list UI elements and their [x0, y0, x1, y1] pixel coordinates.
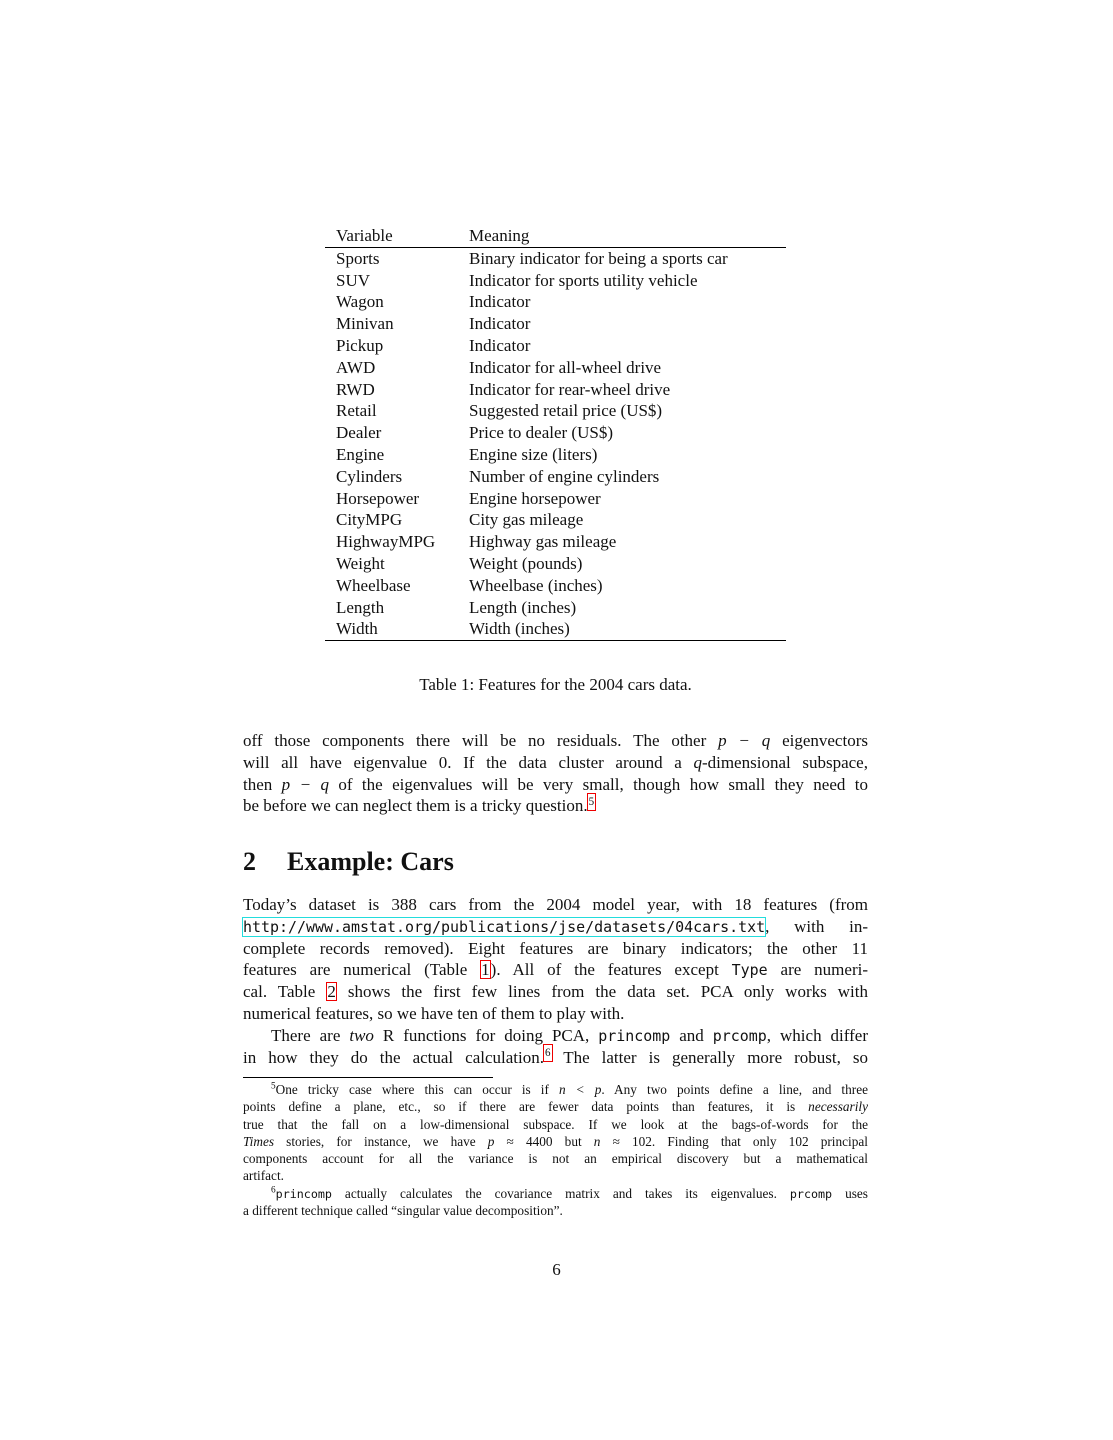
- text-segment: a different technique called “singular value decomposition”.: [243, 1203, 563, 1219]
- table-row: [325, 379, 786, 401]
- text-line: [243, 1047, 868, 1069]
- code-text: princomp: [598, 1026, 671, 1045]
- table-header-row: [325, 225, 786, 247]
- paragraph: [243, 894, 868, 1068]
- footnote-marker-link[interactable]: 6: [545, 1046, 551, 1059]
- table-reference-link[interactable]: 2: [327, 982, 336, 1002]
- text-segment: , with in-: [765, 916, 868, 936]
- table-row: [325, 575, 786, 597]
- table-row: [325, 335, 786, 357]
- text-line: [243, 1116, 868, 1133]
- meaning-cell: Indicator for sports utility vehicle: [469, 270, 698, 290]
- section-heading: [243, 846, 454, 878]
- page-number: 6: [552, 1260, 561, 1279]
- text-segment: shows the first few lines from the data set. PCA only works with: [336, 982, 868, 1002]
- meaning-cell: Number of engine cylinders: [469, 466, 660, 486]
- meaning-cell: Indicator: [469, 314, 531, 334]
- math-or-emphasis: n: [593, 1133, 601, 1149]
- text-line: [243, 1133, 868, 1150]
- text-segment: , which differ: [766, 1025, 868, 1045]
- text-line: [243, 730, 868, 752]
- variable-cell: Horsepower: [336, 488, 420, 508]
- variable-cell: Engine: [336, 444, 385, 464]
- meaning-cell: Length (inches): [469, 597, 577, 617]
- text-line: [243, 959, 868, 981]
- meaning-cell: Width (inches): [469, 619, 570, 639]
- text-line: [243, 1202, 868, 1219]
- variable-cell: Pickup: [336, 335, 384, 355]
- meaning-cell: City gas mileage: [469, 510, 584, 530]
- meaning-cell: Suggested retail price (US$): [469, 401, 663, 421]
- text-segment: and: [670, 1025, 713, 1045]
- text-segment: of the eigenvalues will be very small, though how small they need to: [328, 774, 868, 794]
- table-row: [325, 509, 786, 531]
- text-segment: ≈ 4400 but: [494, 1133, 594, 1149]
- meaning-cell: Engine size (liters): [469, 444, 598, 464]
- text-line: [243, 1150, 868, 1167]
- math-or-emphasis: p − q: [281, 774, 329, 794]
- meaning-cell: Price to dealer (US$): [469, 423, 613, 443]
- meaning-cell: Indicator for rear-wheel drive: [469, 379, 671, 399]
- text-segment: There are: [271, 1025, 350, 1045]
- table-row: [325, 270, 786, 292]
- dataset-link[interactable]: http://www.amstat.org/publications/jse/datasets/04cars.txt: [243, 917, 766, 936]
- text-segment: then: [243, 774, 282, 794]
- code-text: princomp: [275, 1186, 332, 1201]
- footnote-number: 5: [271, 1081, 276, 1092]
- math-or-emphasis: Times: [243, 1133, 275, 1149]
- code-text: prcomp: [789, 1186, 833, 1201]
- text-line: [243, 774, 868, 796]
- text-segment: be before we can neglect them is a tricky question.: [243, 796, 588, 816]
- text-line: [243, 795, 868, 817]
- variable-cell: HighwayMPG: [336, 532, 436, 552]
- text-segment: off those components there will be no residuals. The other: [243, 731, 719, 750]
- section-title: Example: Cars: [287, 847, 454, 876]
- variable-cell: CityMPG: [336, 510, 403, 530]
- variable-cell: Length: [336, 597, 385, 617]
- meaning-cell: Weight (pounds): [469, 553, 583, 573]
- table-row: [325, 400, 786, 422]
- table-row: [325, 291, 786, 313]
- text-segment: uses: [832, 1185, 868, 1201]
- text-line: [243, 916, 868, 938]
- meaning-cell: Engine horsepower: [469, 488, 601, 508]
- text-segment: Today’s dataset is 388 cars from the 2004 model year, with 18 features (from: [243, 895, 868, 914]
- text-segment: actually calculates the covariance matrix and takes its eigenvalues.: [331, 1185, 790, 1201]
- text-segment: are numeri-: [767, 960, 868, 980]
- features-table: [325, 225, 786, 641]
- table-row: [325, 597, 786, 619]
- text-line: [243, 1003, 868, 1025]
- text-segment: artifact.: [243, 1168, 284, 1184]
- code-text: Type: [731, 961, 768, 980]
- meaning-cell: Indicator: [469, 335, 531, 355]
- text-segment: eigenvectors: [770, 731, 868, 750]
- meaning-cell: Indicator for all-wheel drive: [469, 357, 662, 377]
- paragraph: [243, 730, 868, 817]
- text-segment: ). All of the features except: [490, 960, 732, 980]
- variable-cell: Width: [336, 619, 378, 639]
- text-segment: One tricky case where this can occur is if: [275, 1082, 559, 1097]
- code-text: prcomp: [712, 1026, 767, 1045]
- text-line: [243, 1185, 868, 1202]
- variable-cell: AWD: [336, 357, 376, 377]
- table-rule: [325, 640, 786, 641]
- table-row: [325, 422, 786, 444]
- column-header: Meaning: [469, 226, 530, 245]
- variable-cell: Minivan: [336, 314, 394, 334]
- text-segment: complete records removed). Eight features are binary indicators; the other 11: [243, 938, 868, 958]
- text-segment: ≈ 102. Finding that only 102 principal: [600, 1133, 868, 1149]
- footnotes: [243, 1081, 868, 1219]
- meaning-cell: Indicator: [469, 292, 531, 312]
- variable-cell: Weight: [336, 553, 385, 573]
- text-line: [243, 1098, 868, 1115]
- text-line: [243, 894, 868, 916]
- table-row: [325, 466, 786, 488]
- variable-cell: Sports: [336, 248, 380, 268]
- variable-cell: RWD: [336, 379, 375, 399]
- meaning-cell: Highway gas mileage: [469, 532, 617, 552]
- math-or-emphasis: p: [487, 1133, 495, 1149]
- text-segment: R functions for doing PCA,: [373, 1025, 599, 1045]
- text-segment: The latter is generally more robust, so: [551, 1047, 869, 1067]
- text-line: [243, 752, 868, 774]
- section-number: 2: [243, 847, 256, 876]
- text-segment: will all have eigenvalue 0. If the data cluster around a: [243, 752, 694, 772]
- variable-cell: Wheelbase: [336, 575, 411, 595]
- table-caption: Table 1: Features for the 2004 cars data.: [419, 675, 692, 694]
- footnote-rule: [243, 1077, 493, 1078]
- math-or-emphasis: n < p: [558, 1082, 602, 1097]
- meaning-cell: Binary indicator for being a sports car: [469, 248, 728, 268]
- math-or-emphasis: q: [693, 752, 702, 772]
- table-row: [325, 618, 786, 640]
- variable-cell: Wagon: [336, 292, 384, 312]
- table-row: [325, 444, 786, 466]
- text-segment: stories, for instance, we have: [274, 1133, 488, 1149]
- table-row: [325, 553, 786, 575]
- text-segment: points define a plane, etc., so if there are fewer data points than features, it is: [243, 1099, 809, 1115]
- text-segment: features are numerical (Table: [243, 960, 481, 980]
- text-segment: in how they do the actual calculation.: [243, 1047, 544, 1067]
- text-line: [243, 938, 868, 960]
- text-line: [243, 981, 868, 1003]
- math-or-emphasis: necessarily: [808, 1099, 868, 1115]
- table-row: [325, 357, 786, 379]
- variable-cell: Dealer: [336, 423, 382, 443]
- text-line: [243, 1081, 868, 1098]
- text-segment: cal. Table: [243, 982, 327, 1002]
- math-or-emphasis: two: [349, 1025, 374, 1045]
- table-row: [325, 248, 786, 270]
- math-or-emphasis: p − q: [718, 731, 771, 750]
- text-segment: numerical features, so we have ten of them to play with.: [243, 1003, 625, 1023]
- text-segment: components account for all the variance is not an empirical discovery but a mathematical: [243, 1151, 868, 1167]
- table-row: [325, 313, 786, 335]
- table-row: [325, 531, 786, 553]
- text-segment: -dimensional subspace,: [701, 752, 868, 772]
- text-segment: true that the fall on a low-dimensional subspace. If we look at the bags-of-words for the: [243, 1116, 868, 1132]
- text-segment: . Any two points define a line, and three: [601, 1082, 869, 1097]
- variable-cell: SUV: [336, 270, 371, 290]
- text-line: [243, 1167, 868, 1184]
- variable-cell: Cylinders: [336, 466, 403, 486]
- table-row: [325, 488, 786, 510]
- variable-cell: Retail: [336, 401, 377, 421]
- footnote-number: 6: [271, 1185, 276, 1196]
- column-header: Variable: [336, 226, 393, 245]
- table-reference-link[interactable]: 1: [481, 960, 490, 980]
- table-body: [325, 248, 786, 640]
- text-line: [243, 1025, 868, 1047]
- footnote-marker-link[interactable]: 5: [588, 795, 595, 808]
- meaning-cell: Wheelbase (inches): [469, 575, 603, 595]
